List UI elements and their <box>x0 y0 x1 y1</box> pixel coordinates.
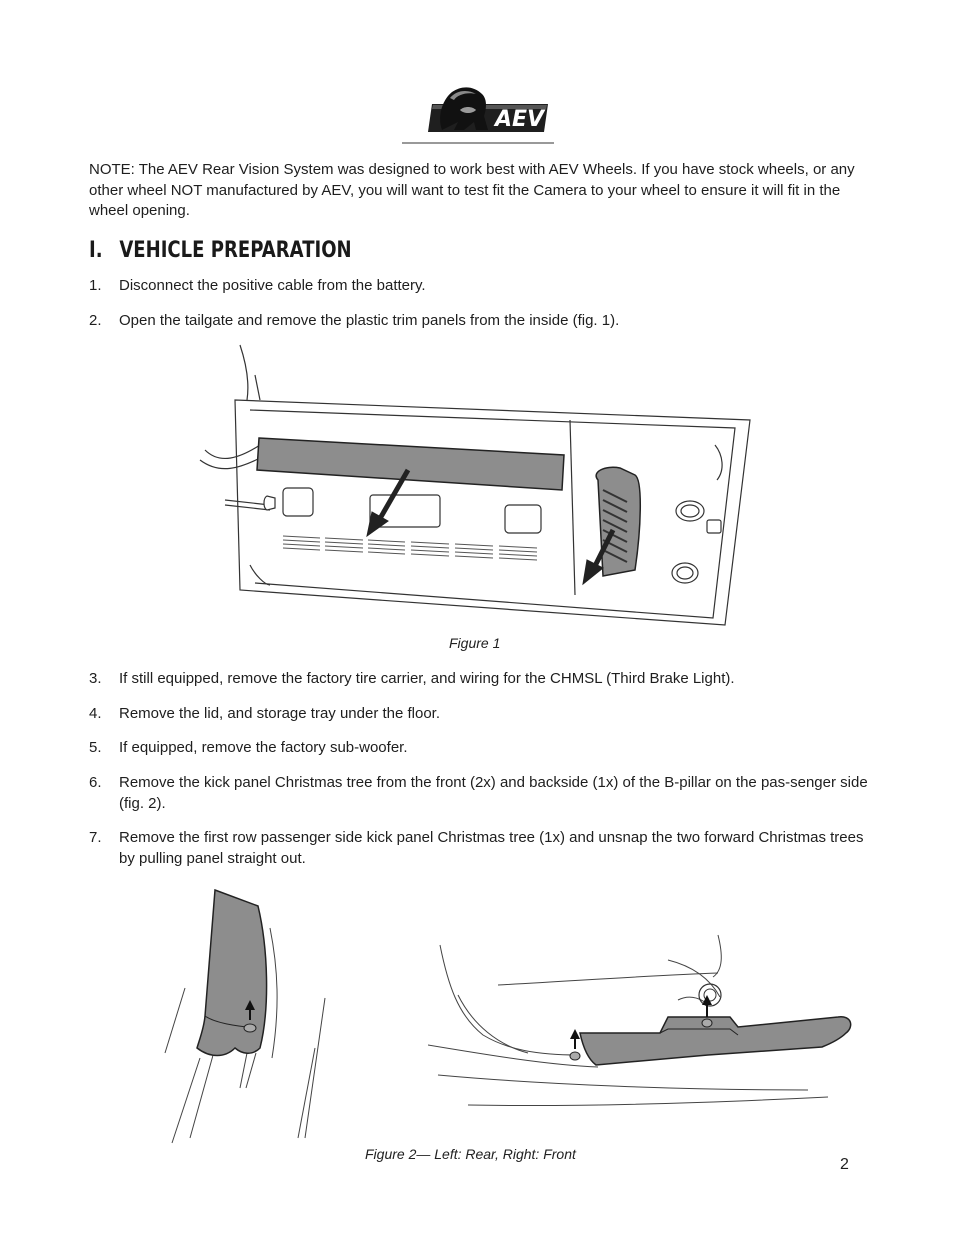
step-text: Remove the kick panel Christmas tree from the front (2x) and backside (1x) of the B-pillar on the pas-senger side (fig. 2). <box>119 774 868 812</box>
step-2 <box>89 311 874 332</box>
figure-1-tailgate-illustration <box>195 340 760 630</box>
figure-2-right-front-illustration <box>428 925 856 1140</box>
step-number: 3. <box>89 670 102 687</box>
step-number: 2. <box>89 312 102 329</box>
step-5 <box>89 738 874 759</box>
logo-wordmark: AEV <box>495 107 545 132</box>
section-number: I. <box>89 238 103 263</box>
page-number: 2 <box>840 1156 849 1173</box>
step-3 <box>89 669 874 690</box>
step-text: If equipped, remove the factory sub-woofer. <box>119 739 408 756</box>
section-title <box>89 238 352 263</box>
figure-2-caption: Figure 2— Left: Rear, Right: Front <box>365 1146 576 1162</box>
step-number: 6. <box>89 774 102 791</box>
step-1 <box>89 276 874 297</box>
figure-1-caption: Figure 1 <box>449 635 501 651</box>
aev-logo <box>402 80 554 146</box>
step-text: If still equipped, remove the factory tire carrier, and wiring for the CHMSL (Third Brake Light). <box>119 670 735 687</box>
note-paragraph: NOTE: The AEV Rear Vision System was designed to work best with AEV Wheels. If you have stock wheels, or any other wheel NOT manufactured by AEV, you will want to test fit the Camera to your wheel to ensure it will fit in the wheel opening. <box>89 161 855 219</box>
step-6 <box>89 773 874 814</box>
step-number: 1. <box>89 277 102 294</box>
step-text: Open the tailgate and remove the plastic trim panels from the inside (fig. 1). <box>119 312 620 329</box>
step-number: 7. <box>89 829 102 846</box>
step-text: Disconnect the positive cable from the battery. <box>119 277 426 294</box>
step-number: 4. <box>89 705 102 722</box>
figure-2-left-rear-illustration <box>160 888 340 1148</box>
step-7 <box>89 828 874 869</box>
step-text: Remove the lid, and storage tray under the floor. <box>119 705 441 722</box>
step-number: 5. <box>89 739 102 756</box>
section-title-text: VEHICLE PREPARATION <box>119 238 352 263</box>
step-4 <box>89 704 874 725</box>
step-text: Remove the first row passenger side kick panel Christmas tree (1x) and unsnap the two forward Christmas trees by pulling panel straight out. <box>119 829 864 867</box>
